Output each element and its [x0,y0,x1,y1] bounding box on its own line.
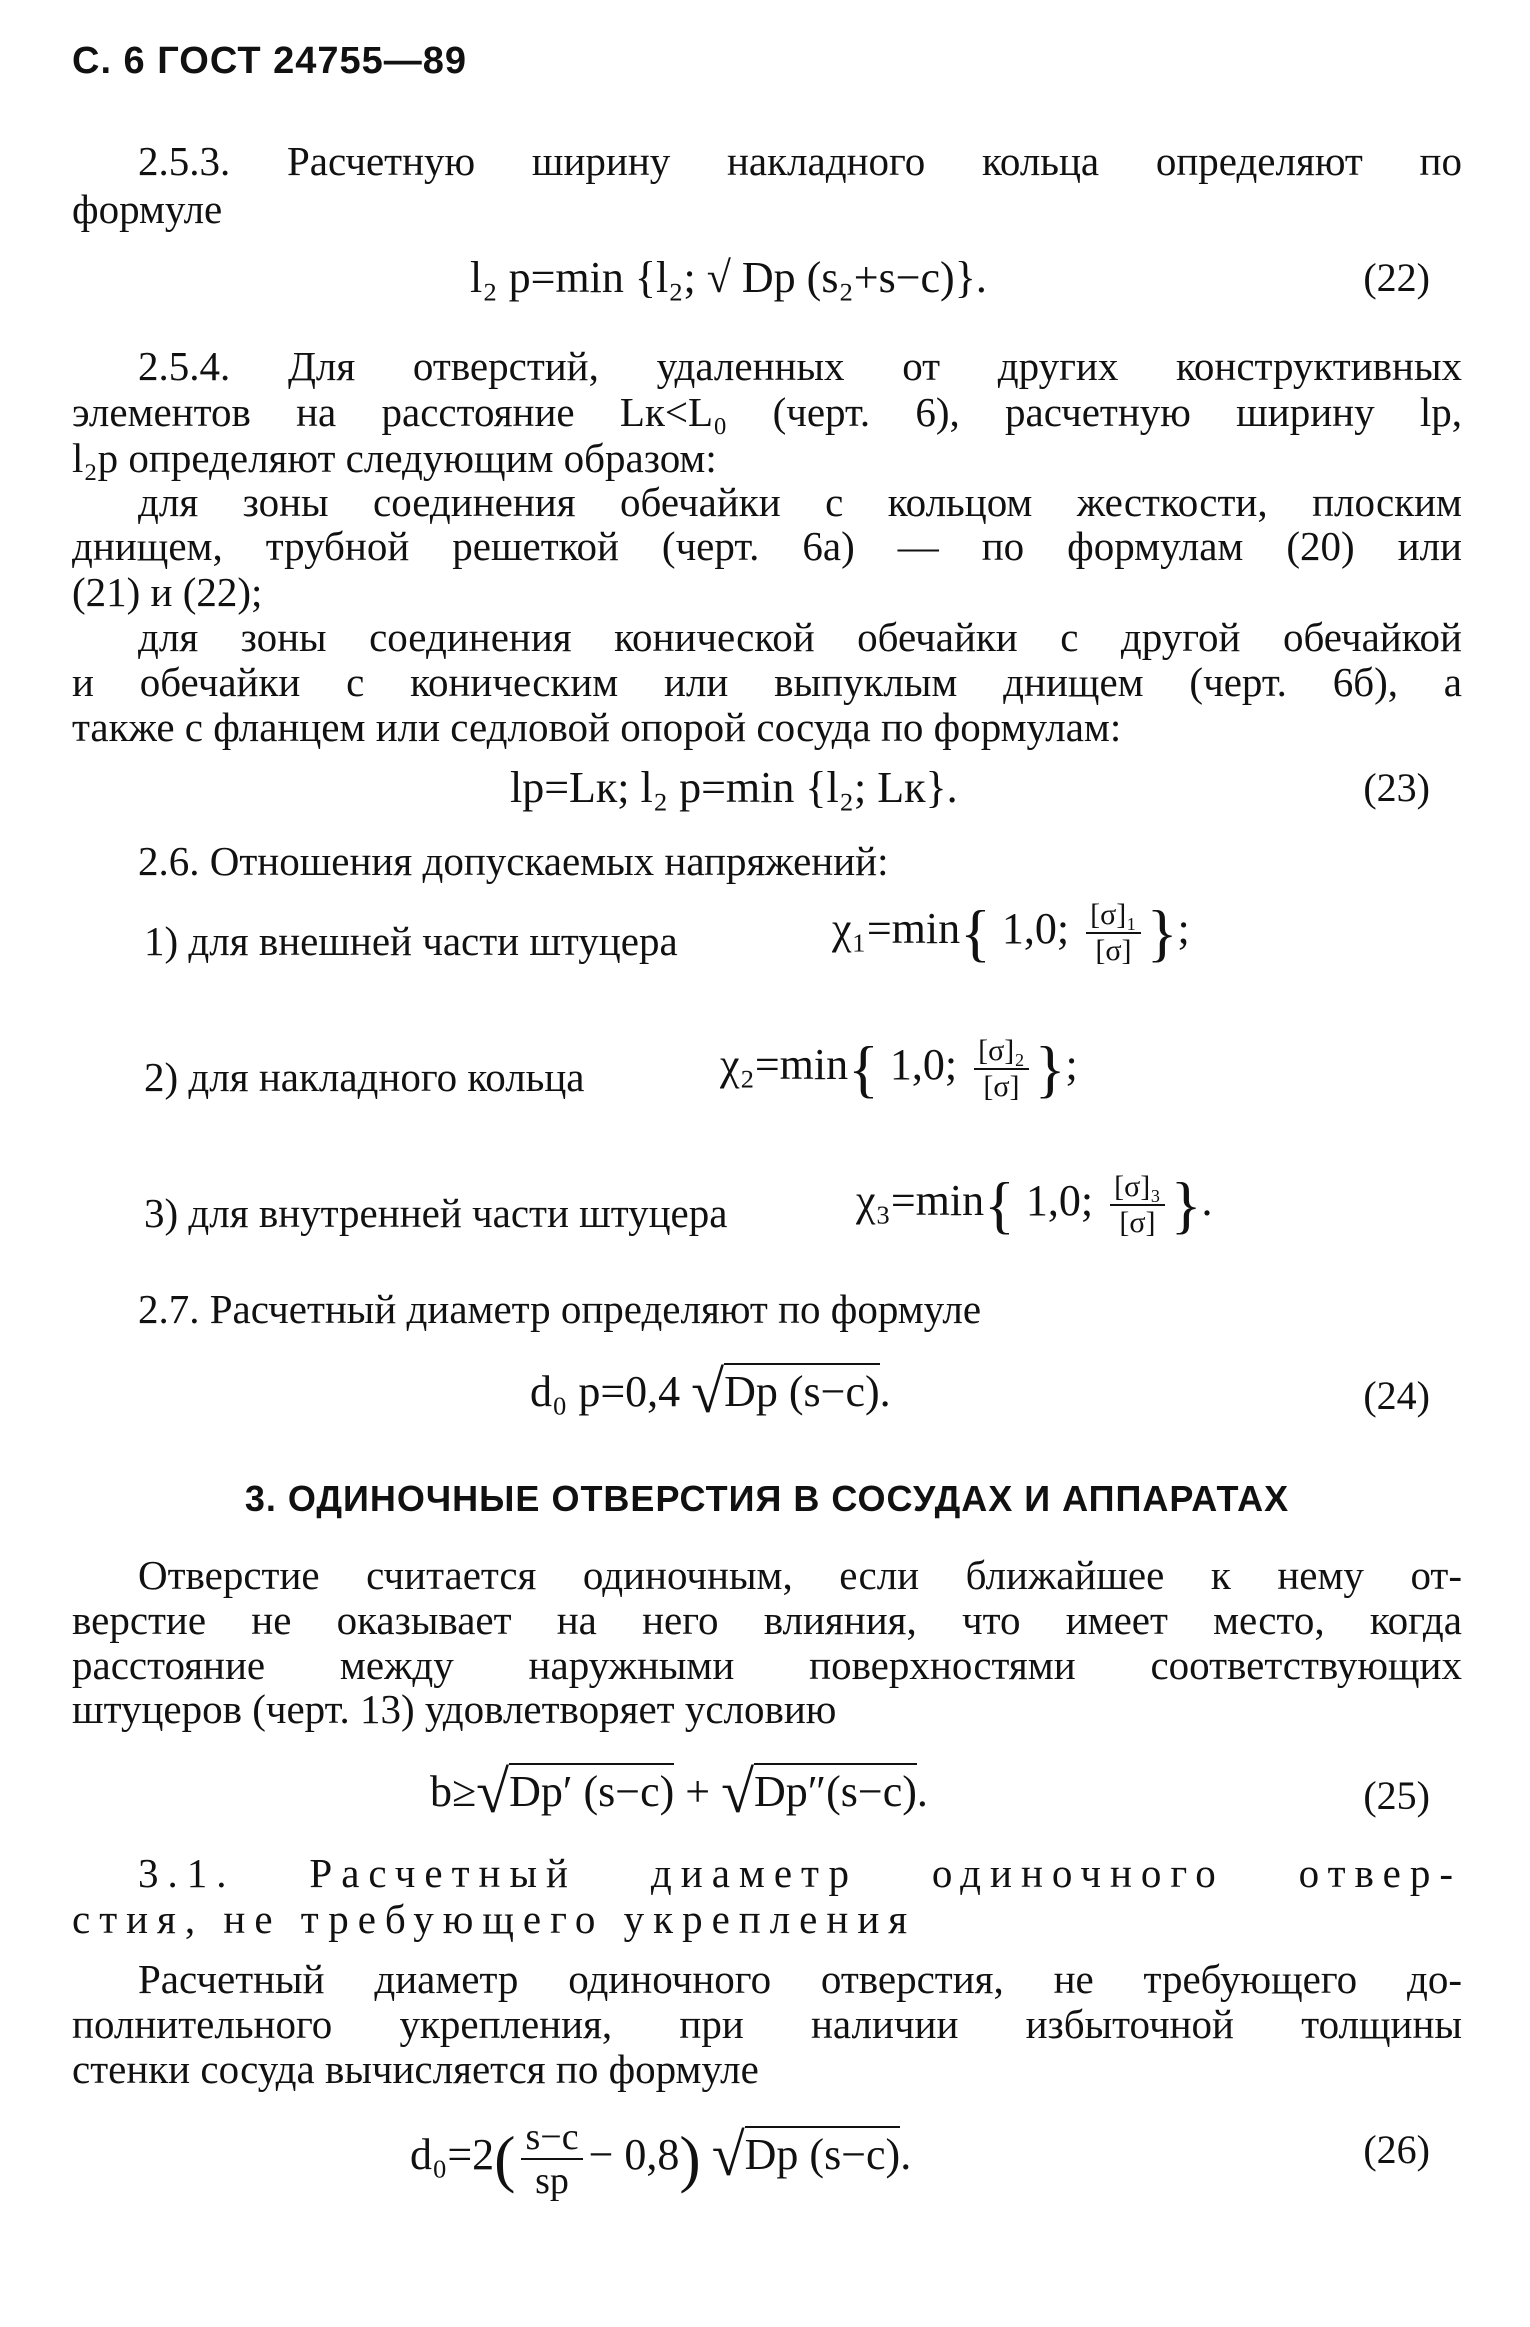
formula-22: l₂ р=min {l₂; √ Dр (s₂+s−c)}. [470,253,987,302]
s254-line-4: для зоны соединения обечайки с кольцом жесткости, плоским [138,479,1462,525]
s27-line: 2.7. Расчетный диаметр определяют по формуле [138,1286,982,1332]
formula-26: d₀=2( $\frac{s-c}{sр}$ − 0,8) √Dр (s−c). [410,2116,912,2202]
s254-line-1: 2.5.4. Для отверстий, удаленных от других конструктивных [138,343,1462,389]
s3-line-1: Отверстие считается одиночным, если ближайшее к нему от- [138,1552,1462,1598]
s253-line-2: формуле [72,186,223,232]
s254-line-6: (21) и (22); [72,569,263,615]
formula-24-number: (24) [1363,1373,1430,1418]
s254-line-3: l₂р определяют следующим образом: [72,435,717,481]
s3-line-4: штуцеров (черт. 13) удовлетворяет условию [72,1686,837,1732]
s31-title-1: 3.1. Расчетный диаметр одиночного отвер- [138,1850,1462,1896]
s26-item-1-label: 1) для внешней части штуцера [144,918,678,964]
s254-line-7: для зоны соединения конической обечайки с другой обечайкой [138,614,1462,660]
formula-22-number: (22) [1363,255,1430,300]
s253-line-1: 2.5.3. Расчетную ширину накладного кольца определяют по [138,138,1462,184]
s254-line-2: элементов на расстояние Lк<L₀ (черт. 6), расчетную ширину lр, [72,389,1462,435]
s26-item-3-label: 3) для внутренней части штуцера [144,1190,728,1236]
section-3-heading: 3. ОДИНОЧНЫЕ ОТВЕРСТИЯ В СОСУДАХ И АППАРАТАХ [244,1478,1290,1519]
s31-title-2: стия, не требующего укрепления [72,1896,917,1942]
formula-23: lр=Lк; l₂ р=min {l₂; Lк}. [510,763,958,812]
formula-26-number: (26) [1363,2127,1430,2172]
s26-title: 2.6. Отношения допускаемых напряжений: [138,838,889,884]
s31-line-3: стенки сосуда вычисляется по формуле [72,2046,759,2092]
s31-line-2: полнительного укрепления, при наличии избыточной толщины [72,2001,1462,2047]
s254-line-8: и обечайки с коническим или выпуклым днищем (черт. 6б), а [72,659,1462,705]
s3-line-2: верстие не оказывает на него влияния, что имеет место, когда [72,1597,1462,1643]
s31-line-1: Расчетный диаметр одиночного отверстия, не требующего до- [138,1956,1462,2002]
page-header: С. 6 ГОСТ 24755—89 [72,40,468,82]
formula-25: b≥√Dр′ (s−c) + √Dр″(s−c). [430,1759,928,1825]
s26-item-3-formula: χ₃=min{ 1,0; $\frac{\text{[σ]₃}}{[\sigma]}$ }. [856,1169,1213,1240]
formula-25-number: (25) [1363,1773,1430,1818]
s3-line-3: расстояние между наружными поверхностями соответствующих [72,1642,1462,1688]
s26-item-2-label: 2) для накладного кольца [144,1054,585,1100]
s26-item-1-formula: χ₁=min{ 1,0; $\frac{\text{[σ]₁}}{[\sigma]}$ }; [832,897,1190,968]
s254-line-5: днищем, трубной решеткой (черт. 6а) — по формулам (20) или [72,523,1462,569]
formula-23-number: (23) [1363,765,1430,810]
s26-item-2-formula: χ₂=min{ 1,0; $\frac{\text{[σ]₂}}{[\sigma]}$ }; [720,1033,1078,1104]
formula-24: d₀ р=0,4 √Dр (s−c). [530,1359,891,1425]
s254-line-9: также с фланцем или седловой опорой сосуда по формулам: [72,704,1122,750]
